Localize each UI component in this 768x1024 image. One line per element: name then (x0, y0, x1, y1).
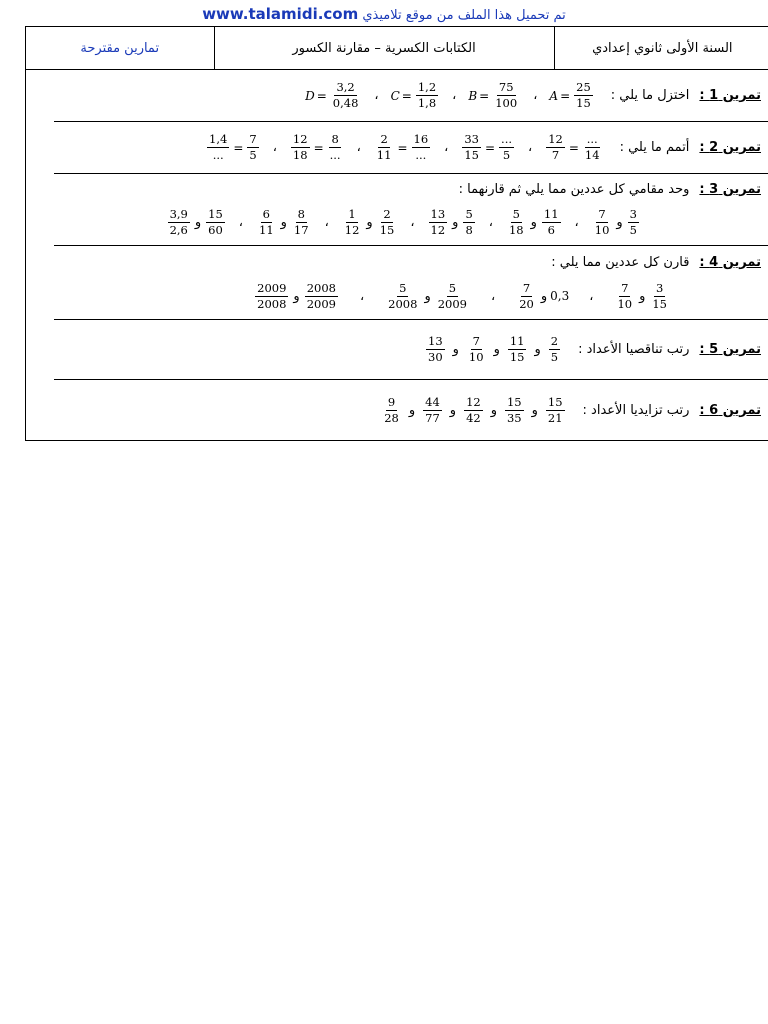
fraction (206, 208, 225, 237)
fraction (207, 133, 229, 162)
exercise-6-title: تمرين 6 : (699, 402, 761, 418)
separator: ، (452, 88, 457, 103)
numerator: 2 (550, 334, 559, 348)
equation-5 (205, 133, 261, 162)
fraction (429, 208, 448, 237)
denominator: 11 (259, 222, 274, 237)
separator: ، (444, 140, 449, 155)
equals-sign: = (313, 140, 324, 155)
and-word: و (530, 214, 537, 230)
denominator: 10 (594, 222, 610, 237)
numerator: 8 (331, 132, 339, 146)
numerator: 2008 (306, 280, 336, 295)
equation-2 (460, 133, 516, 162)
fraction (463, 208, 474, 237)
separator: ، (272, 140, 277, 155)
denominator: 5 (249, 148, 257, 162)
fraction (462, 133, 481, 162)
fraction (386, 282, 419, 311)
pair-2 (515, 282, 569, 311)
fraction (382, 396, 401, 425)
numerator: 16 (413, 132, 429, 146)
fraction (168, 208, 190, 237)
worksheet (25, 26, 768, 441)
and-word: و (366, 214, 373, 230)
numerator: 11 (543, 206, 559, 221)
fraction (507, 208, 526, 237)
equals-sign: = (397, 140, 408, 155)
and-word: و (293, 288, 300, 304)
numerator: 5 (448, 280, 457, 295)
numerator: ... (501, 132, 513, 146)
equals-sign: = (479, 88, 490, 103)
fraction (508, 335, 527, 364)
separator: ، (574, 214, 579, 230)
exercise-3 (54, 174, 768, 246)
expression-c (391, 81, 441, 110)
exercise-1-title: تمرين 1 : (699, 88, 761, 103)
numerator: 5 (399, 280, 407, 295)
denominator: 7 (551, 148, 560, 162)
and-word: و (452, 214, 459, 230)
exercise-2-instruction: أتمم ما يلي : (619, 140, 690, 155)
numerator: 15 (208, 206, 223, 221)
and-word: و (424, 288, 431, 304)
pair-6 (166, 208, 227, 237)
and-word: و (534, 342, 541, 357)
exercise-6 (54, 380, 768, 440)
denominator: 2008 (257, 296, 287, 311)
separator: ، (533, 88, 538, 103)
exercise-5 (54, 320, 768, 380)
numerator: 75 (498, 80, 514, 94)
exercise-4 (54, 246, 768, 320)
and-word: و (639, 288, 646, 304)
equals-sign: = (484, 140, 496, 155)
exercise-5-instruction: رتب تناقصيا الأعداد : (578, 342, 690, 357)
denominator: 2,6 (169, 222, 188, 237)
fraction (549, 335, 560, 364)
fraction (574, 81, 593, 110)
exercise-3-title: تمرين 3 : (699, 181, 761, 197)
denominator: 18 (508, 222, 524, 237)
fraction (247, 133, 258, 162)
banner-text: تم تحميل هذا الملف من موقع تلاميذي (362, 8, 566, 23)
numerator: 13 (428, 334, 443, 348)
numerator: 8 (297, 206, 305, 221)
numerator: 7 (472, 334, 480, 348)
fraction (257, 208, 276, 237)
numerator: 2 (380, 132, 388, 146)
pair-4 (253, 282, 340, 311)
fraction (331, 81, 361, 110)
numerator: 6 (262, 206, 270, 221)
numerator: 7 (249, 132, 257, 146)
equals-sign: = (568, 140, 579, 155)
fraction (378, 208, 397, 237)
numerator: 2 (383, 206, 391, 221)
fraction (292, 208, 311, 237)
equals-sign: = (401, 88, 412, 103)
numerator: 3,9 (169, 206, 188, 221)
exercise-2 (54, 122, 768, 174)
fraction (593, 208, 612, 237)
denominator: 15 (464, 148, 479, 162)
pair-5 (255, 208, 313, 237)
separator: ، (488, 214, 493, 230)
fraction (499, 133, 514, 162)
denominator: 30 (428, 350, 443, 364)
exercise-2-title: تمرين 2 : (699, 140, 761, 155)
numerator: 3 (629, 206, 637, 221)
left-margin-column (26, 70, 54, 440)
expression-d (305, 81, 362, 110)
numerator: 12 (548, 132, 563, 146)
denominator: 15 (576, 96, 591, 110)
fraction (505, 396, 524, 425)
numerator: 44 (425, 394, 440, 409)
separator: ، (491, 288, 496, 304)
separator: ، (238, 214, 243, 230)
fraction (546, 396, 565, 425)
variable-a: A (549, 88, 559, 103)
separator: ، (374, 88, 379, 103)
expression-b (468, 81, 521, 110)
equals-sign: = (233, 140, 244, 155)
numerator: 9 (387, 394, 396, 409)
numerator: 25 (576, 80, 591, 94)
denominator: ... (212, 148, 224, 162)
denominator: 1,8 (417, 96, 437, 110)
numerator: 2009 (257, 280, 287, 295)
fraction (467, 335, 486, 364)
denominator: ... (329, 148, 341, 162)
denominator: 18 (292, 148, 308, 162)
numerator: 15 (547, 394, 563, 409)
numerator: ... (586, 132, 598, 146)
exercise-table (25, 70, 768, 441)
worksheet-level: السنة الأولى ثانوي إعدادي (554, 27, 768, 69)
exercise-1-instruction: اختزل ما يلي : (610, 88, 690, 103)
separator: ، (528, 140, 533, 155)
denominator: ... (415, 148, 427, 162)
and-word: و (408, 402, 416, 418)
denominator: 8 (465, 222, 473, 237)
denominator: 28 (384, 410, 399, 425)
denominator: 12 (430, 222, 446, 237)
denominator: 2009 (306, 296, 336, 311)
banner-url[interactable]: www.talamidi.com (202, 5, 359, 23)
denominator: 6 (547, 222, 555, 237)
numerator: 15 (506, 394, 522, 409)
fraction (328, 133, 343, 162)
and-word: و (449, 402, 457, 418)
denominator: 2008 (388, 296, 418, 311)
fraction (464, 396, 483, 425)
denominator: 12 (344, 222, 360, 237)
fraction (412, 133, 431, 162)
fraction (423, 396, 442, 425)
separator: ، (356, 140, 361, 155)
numerator: 7 (621, 280, 629, 295)
numerator: 11 (509, 334, 525, 348)
denominator: 11 (376, 148, 392, 162)
pair-3 (427, 208, 477, 237)
exercise-3-instruction: وحد مقامي كل عددين مما يلي ثم قارنهما : (458, 181, 690, 197)
pair-4 (341, 208, 399, 237)
fraction (650, 282, 669, 311)
separator: ، (589, 288, 594, 304)
variable-d: D (305, 88, 315, 103)
denominator: 5 (502, 148, 511, 162)
denominator: 17 (293, 222, 309, 237)
separator: ، (359, 288, 365, 304)
denominator: 20 (519, 296, 534, 311)
denominator: 5 (629, 222, 637, 237)
equation-1 (544, 133, 603, 162)
pair-2 (505, 208, 563, 237)
fraction (542, 208, 561, 237)
fraction (583, 133, 602, 162)
fraction (628, 208, 639, 237)
fraction (436, 282, 469, 311)
denominator: 10 (617, 296, 633, 311)
fraction (291, 133, 310, 162)
worksheet-topic: الكتابات الكسرية – مقارنة الكسور (214, 27, 554, 69)
fraction (305, 282, 338, 311)
numerator: 33 (464, 132, 479, 146)
exercise-5-title: تمرين 5 : (699, 342, 761, 357)
equation-3 (373, 133, 432, 162)
numerator: 7 (522, 280, 531, 295)
denominator: 77 (425, 410, 440, 425)
exercise-6-instruction: رتب تزايديا الأعداد : (582, 402, 690, 418)
equation-4 (289, 133, 345, 162)
numerator: 13 (430, 206, 446, 221)
numerator: 12 (466, 394, 481, 409)
fraction (517, 282, 536, 311)
download-banner (0, 5, 768, 23)
worksheet-kind: تمارين مقترحة (80, 40, 160, 56)
numerator: 1,4 (209, 132, 228, 146)
denominator: 100 (495, 96, 518, 110)
denominator: 15 (379, 222, 395, 237)
and-word: و (452, 342, 459, 357)
denominator: 14 (584, 148, 600, 162)
denominator: 2009 (437, 296, 468, 311)
pair-1 (613, 282, 671, 311)
fraction (615, 282, 634, 311)
fraction (426, 335, 445, 364)
variable-b: B (468, 88, 478, 103)
equals-sign: = (560, 88, 571, 103)
numerator: 3,2 (336, 80, 355, 94)
expression-a (549, 81, 594, 110)
numerator: 12 (292, 132, 308, 146)
exercise-4-title: تمرين 4 : (699, 254, 761, 270)
fraction (375, 133, 394, 162)
decimal-value: 0,3 (550, 289, 570, 303)
exercise-4-instruction: قارن كل عددين مما يلي : (551, 254, 690, 270)
and-word: و (540, 288, 548, 304)
denominator: 0,48 (332, 96, 359, 110)
separator: ، (324, 214, 329, 230)
numerator: 5 (512, 206, 520, 221)
fraction (493, 81, 519, 110)
and-word: و (280, 214, 287, 230)
separator: ، (410, 214, 415, 230)
and-word: و (194, 214, 202, 230)
denominator: 21 (547, 410, 563, 425)
and-word: و (531, 402, 538, 418)
numerator: 1 (348, 206, 356, 221)
denominator: 15 (509, 350, 525, 364)
variable-c: C (390, 88, 400, 103)
and-word: و (493, 342, 500, 357)
denominator: 60 (208, 222, 223, 237)
exercise-1 (54, 70, 768, 122)
and-word: و (616, 214, 623, 230)
numerator: 3 (656, 280, 664, 295)
denominator: 10 (468, 350, 484, 364)
equals-sign: = (316, 88, 327, 103)
numerator: 1,2 (417, 80, 437, 94)
exercise-rows (54, 70, 768, 440)
fraction (416, 81, 438, 110)
pair-3 (384, 282, 471, 311)
denominator: 42 (466, 410, 481, 425)
denominator: 15 (652, 296, 667, 311)
denominator: 35 (506, 410, 522, 425)
fraction (546, 133, 565, 162)
and-word: و (490, 402, 497, 418)
numerator: 5 (465, 206, 473, 221)
fraction (255, 282, 288, 311)
fraction (343, 208, 362, 237)
worksheet-header (25, 26, 768, 70)
pair-1 (591, 208, 641, 237)
denominator: 5 (550, 350, 559, 364)
numerator: 7 (598, 206, 606, 221)
